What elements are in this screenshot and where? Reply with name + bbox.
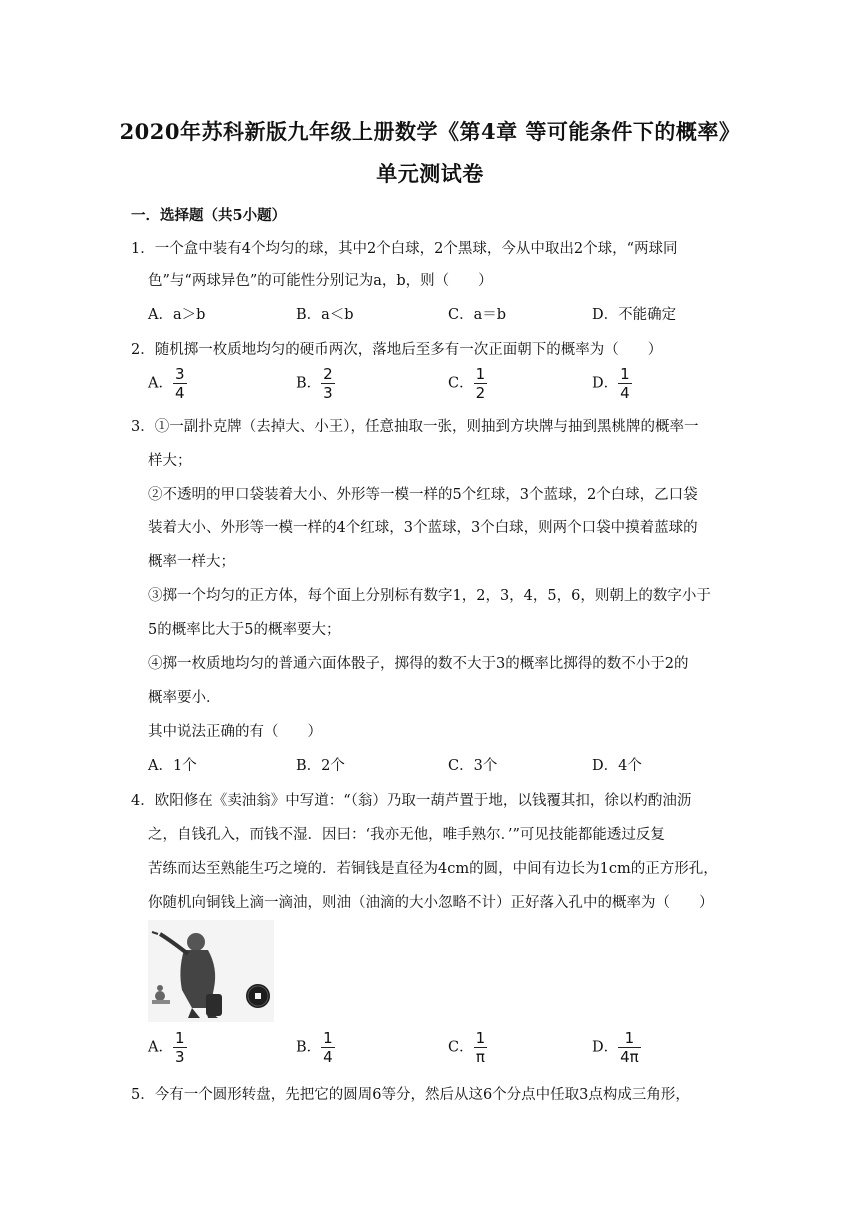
- question-2-option-b: [296, 366, 335, 401]
- question-4-line-1: 4．欧阳修在《卖油翁》中写道：“（翁）乃取一葫芦置于地，以钱覆其扣，徐以杓酌油沥: [131, 793, 692, 809]
- option-label: C．: [448, 1039, 474, 1056]
- question-4-option-d: [592, 1030, 641, 1065]
- fraction-denominator: π: [475, 1048, 485, 1066]
- question-2-option-a: [148, 366, 187, 401]
- fraction-numerator: 2: [323, 365, 333, 383]
- fraction: [173, 1030, 187, 1065]
- option-label: D．: [592, 1039, 619, 1056]
- question-1-line-1: 1．一个盒中装有4个均匀的球，其中2个白球，2个黑球，今从中取出2个球，“两球同: [131, 241, 678, 257]
- question-3-line-9: 概率要小．: [148, 690, 221, 706]
- fraction: [474, 366, 488, 401]
- question-3-line-1: 3．①一副扑克牌（去掉大、小王），任意抽取一张，则抽到方块牌与抽到黑桃牌的概率一: [131, 419, 699, 435]
- question-1-option-a: A．a＞b: [148, 307, 206, 323]
- fraction: [474, 1030, 488, 1065]
- option-label: B．: [296, 375, 322, 392]
- fraction-denominator: 4: [174, 384, 185, 402]
- fraction: [321, 1030, 335, 1065]
- question-3-line-6: ③掷一个均匀的正方体，每个面上分别标有数字1，2，3，4，5，6，则朝上的数字小于: [148, 588, 711, 604]
- question-3-line-4: 装着大小、外形等一模一样的4个红球，3个蓝球，3个白球，则两个口袋中摸着蓝球的: [148, 520, 698, 536]
- question-3-line-3: ②不透明的甲口袋装着大小、外形等一模一样的5个红球，3个蓝球，2个白球，乙口袋: [148, 487, 698, 503]
- section-heading: 一．选择题（共5小题）: [131, 207, 287, 224]
- question-1-option-d: D．不能确定: [592, 307, 677, 323]
- question-4-line-2: 之，自钱孔入，而钱不湿．因曰：‘我亦无他，唯手熟尔．’”可见技能都能透过反复: [148, 827, 665, 843]
- question-3-option-b: B．2个: [296, 758, 345, 774]
- question-4-option-b: [296, 1030, 335, 1065]
- question-1-option-b: B．a＜b: [296, 307, 354, 323]
- fraction-denominator: 4: [620, 384, 630, 402]
- question-2-line-1: 2．随机掷一枚质地均匀的硬币两次，落地后至多有一次正面朝下的概率为（ ）: [131, 342, 663, 358]
- fraction-numerator: 1: [323, 1029, 333, 1047]
- question-4-line-4: 你随机向铜钱上滴一滴油，则油（油滴的大小忽略不计）正好落入孔中的概率为（ ）: [148, 895, 714, 911]
- document-title-line2: 单元测试卷: [376, 161, 484, 186]
- question-2-option-d: [592, 366, 632, 401]
- oil-seller-illustration: [148, 920, 274, 1022]
- question-3-line-5: 概率一样大；: [148, 554, 235, 570]
- option-label: A．: [148, 1039, 173, 1056]
- fraction: [321, 366, 335, 401]
- question-3-option-a: A．1个: [148, 758, 197, 774]
- fraction-denominator: 3: [174, 1048, 185, 1066]
- question-1-line-2: 色”与“两球异色”的可能性分别记为a，b，则（ ）: [148, 273, 493, 289]
- document-title-line1: 2020年苏科新版九年级上册数学《第4章 等可能条件下的概率》: [119, 119, 741, 144]
- fraction-denominator: 2: [475, 384, 486, 402]
- fraction-numerator: 1: [475, 1029, 486, 1047]
- fraction-numerator: 1: [624, 1029, 635, 1047]
- question-3-line-8: ④掷一枚质地均匀的普通六面体骰子，掷得的数不大于3的概率比掷得的数不小于2的: [148, 656, 689, 672]
- question-2-option-c: [448, 366, 487, 401]
- question-4-option-c: [448, 1030, 487, 1065]
- question-3-line-7: 5的概率比大于5的概率要大；: [148, 622, 341, 638]
- fraction-numerator: 3: [174, 365, 185, 383]
- option-label: B．: [296, 1039, 322, 1056]
- question-3-line-10: 其中说法正确的有（ ）: [148, 724, 322, 740]
- fraction-denominator: 4: [323, 1048, 333, 1066]
- question-1-option-c: C．a＝b: [448, 307, 507, 323]
- question-4-line-3: 苦练而达至熟能生巧之境的．若铜钱是直径为4cm的圆，中间有边长为1cm的正方形孔，: [148, 861, 718, 877]
- fraction: [173, 366, 187, 401]
- fraction-denominator: 3: [323, 384, 333, 402]
- fraction-numerator: 1: [475, 365, 486, 383]
- question-4-option-a: [148, 1030, 187, 1065]
- question-3-line-2: 样大；: [148, 453, 192, 469]
- option-label: C．: [448, 375, 474, 392]
- question-3-option-d: D．4个: [592, 758, 642, 774]
- fraction: [618, 366, 632, 401]
- question-3-option-c: C．3个: [448, 758, 498, 774]
- fraction-numerator: 1: [620, 365, 630, 383]
- question-5-line-1: 5．今有一个圆形转盘，先把它的圆周6等分，然后从这6个分点中任取3点构成三角形，: [131, 1087, 690, 1103]
- fraction: [618, 1030, 641, 1065]
- option-label: D．: [592, 375, 619, 392]
- option-label: A．: [148, 375, 173, 392]
- fraction-denominator: 4π: [620, 1048, 639, 1066]
- fraction-numerator: 1: [174, 1029, 185, 1047]
